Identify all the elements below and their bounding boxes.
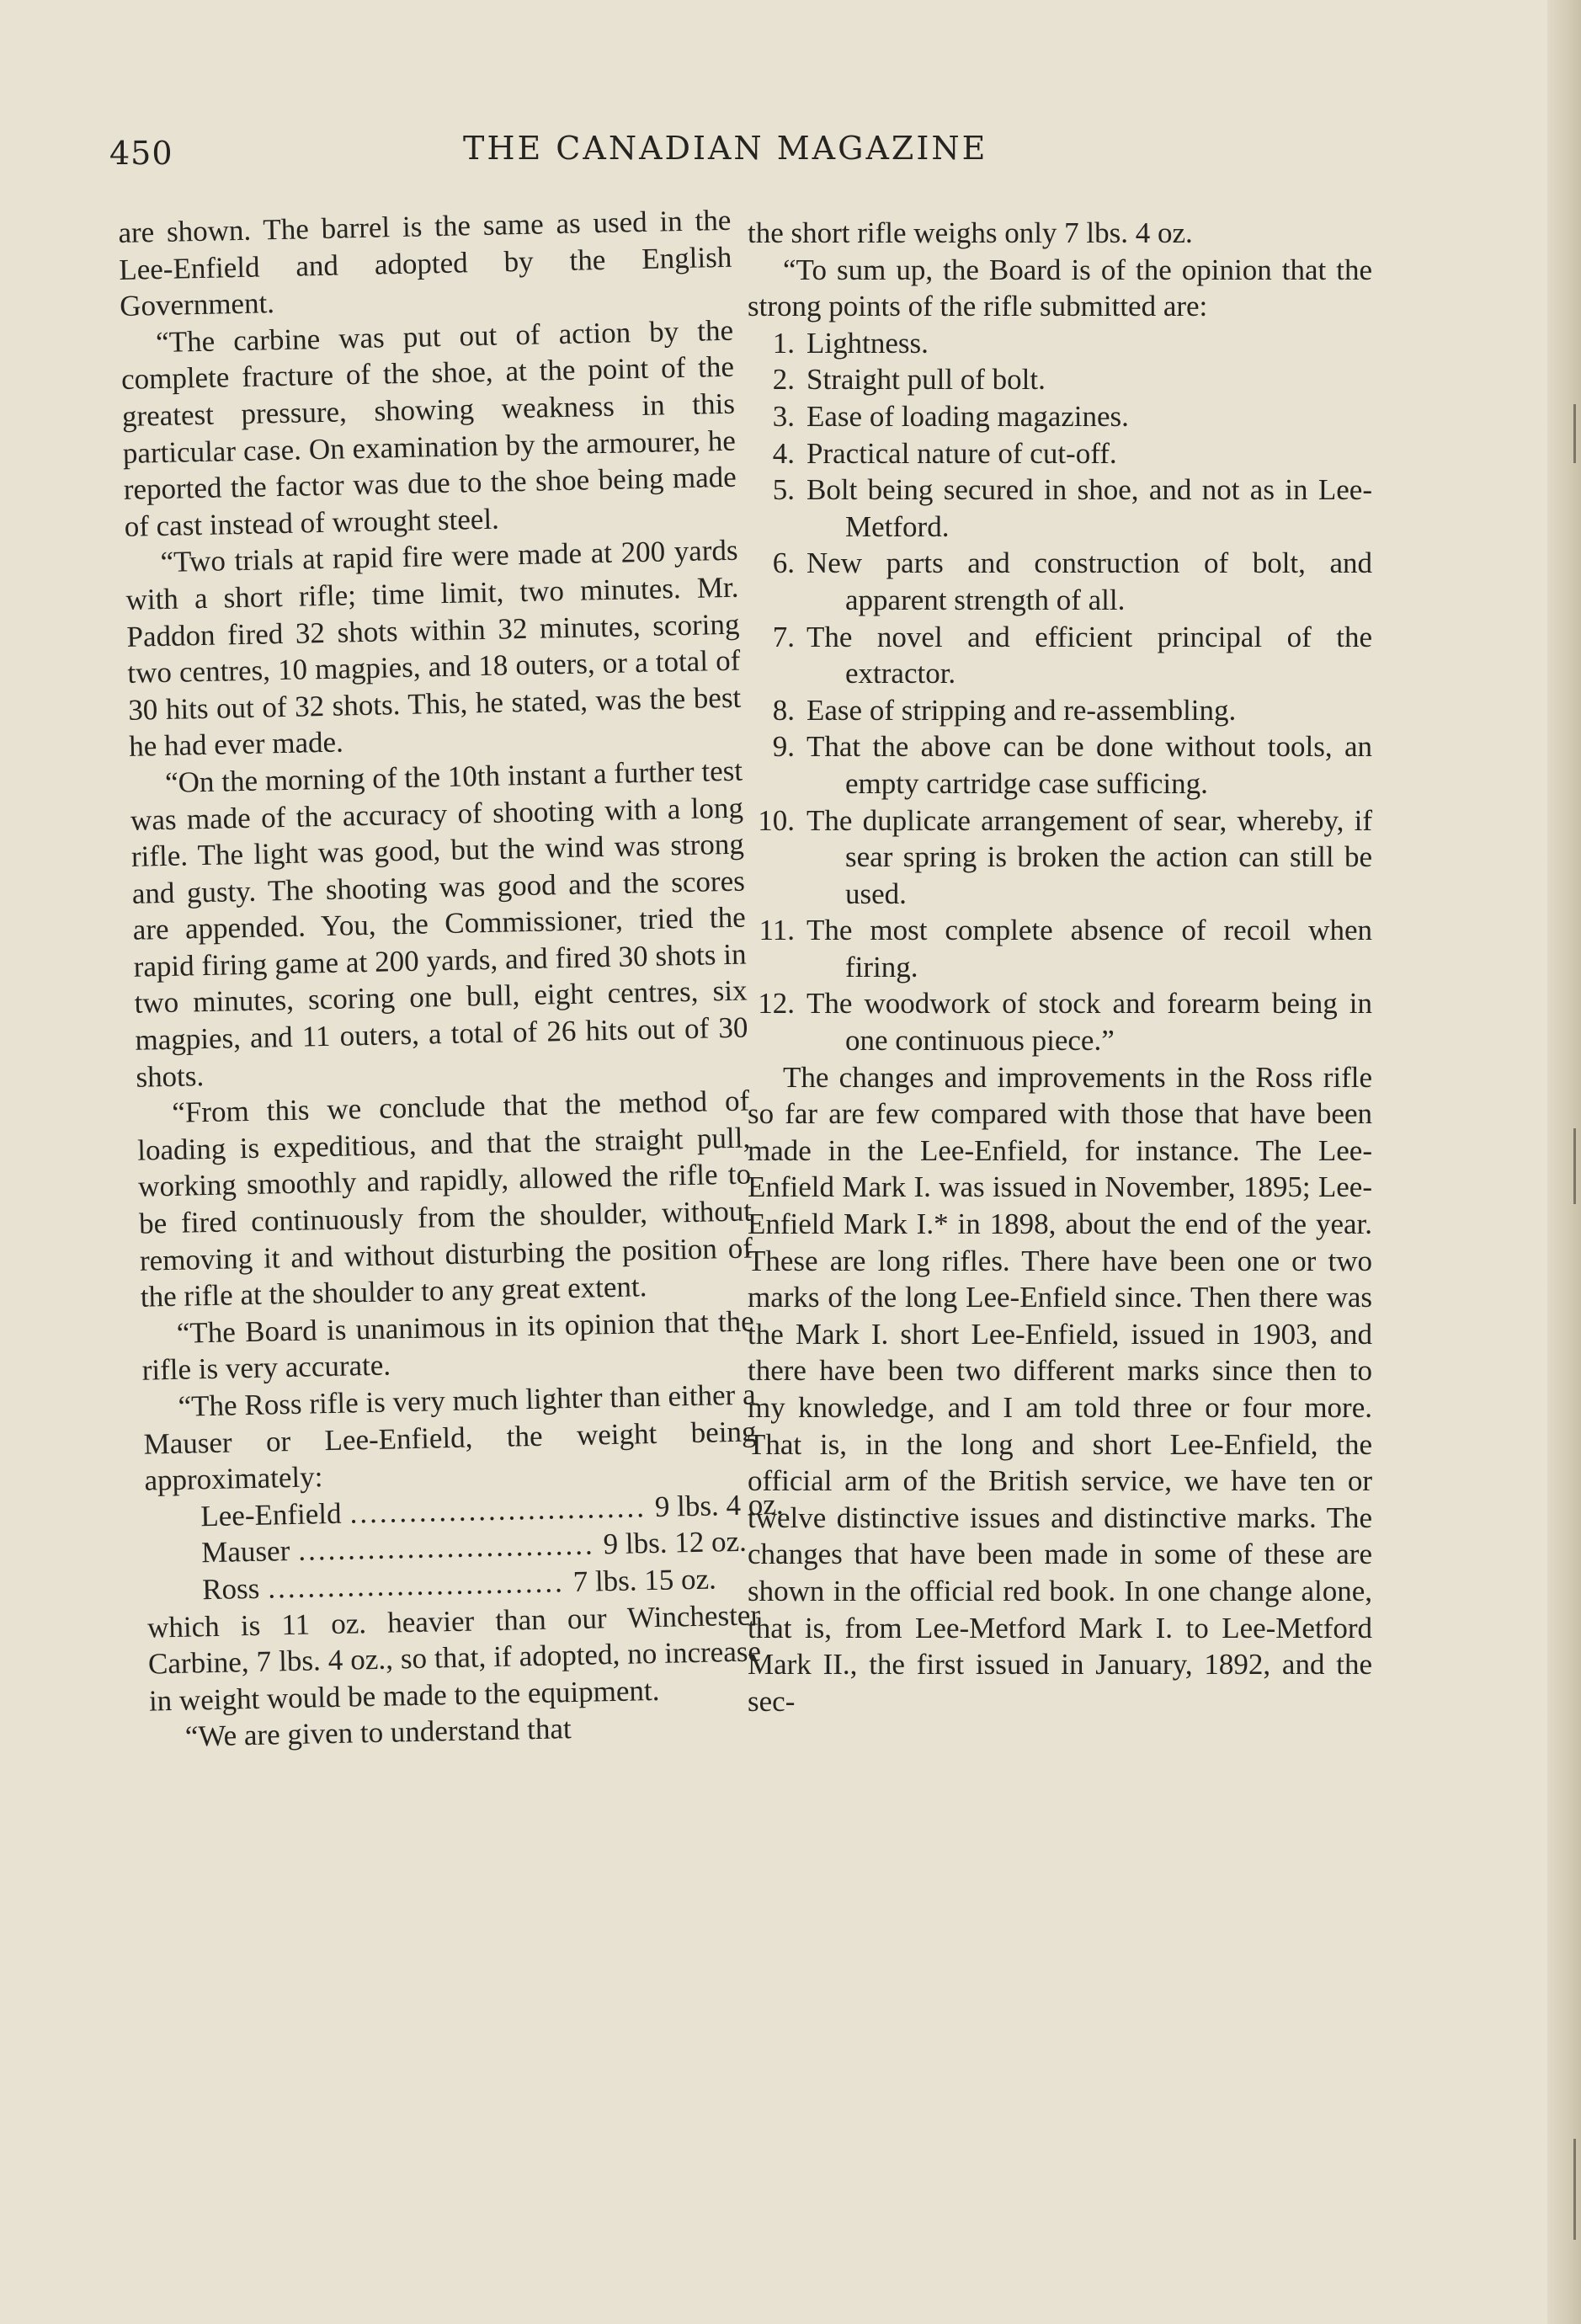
paragraph: “On the morning of the 10th instant a further test was made of the accuracy of shooting with a long rifle. The light was good, but the wind was strong and gusty. The shooting was good and the scores are appended. You, the Commissioner, tried the rapid firing game at 200 yards, and fired 30 shots in two minutes, scoring one bull, eight centres, six magpies, and 11 outers, a total of 26 hits out of 30 shots. xyxy=(130,754,748,1094)
list-item-text: New parts and construction of bolt, and apparent strength of all. xyxy=(806,546,1372,616)
list-item xyxy=(748,545,1372,618)
leader-dots: .............................. xyxy=(267,1565,566,1605)
list-item xyxy=(748,802,1372,913)
list-item-text: Lightness. xyxy=(806,326,929,360)
list-item-number: 9. xyxy=(772,730,795,764)
list-item xyxy=(748,472,1372,545)
list-item-number: 5. xyxy=(772,473,795,507)
edge-mark xyxy=(1573,1128,1576,1204)
list-item-text: The most complete absence of recoil when firing. xyxy=(806,914,1372,983)
list-item-number: 11. xyxy=(759,914,795,947)
paragraph: “The Ross rifle is very much lighter than either a Mauser or Lee-Enfield, the weight being approximately: xyxy=(143,1378,757,1497)
list-item xyxy=(748,692,1372,729)
leader-dots: .............................. xyxy=(349,1490,647,1530)
list-item-text: Ease of stripping and re-assembling. xyxy=(806,693,1237,727)
paragraph: The changes and improvements in the Ross rifle so far are few compared with those that have been made in the Lee-Enfield, for instance. The Lee-Enfield Mark I. was issued in November, 1895; Lee-Enfield Mark I.* in 1898, about the end of the year. These are long rifles. There have been one or two marks of the long Lee-Enfield since. Then there was the Mark I. short Lee-Enfield, issued in 1903, and there have been two different marks since then to my knowledge, and I am told three or four more. That is, in the long and short Lee-Enfield, the official arm of the British service, we have ten or twelve distinctive issues and distinctive marks. The changes that have been made in some of these are shown in the official red book. In one change alone, that is, from Lee-Metford Mark I. to Lee-Metford Mark II., the first issued in January, 1892, and the sec- xyxy=(748,1060,1372,1718)
edge-mark xyxy=(1573,404,1576,463)
paragraph: “Two trials at rapid fire were made at 200 yards with a short rifle; time limit, two minutes. Mr. Paddon fired 32 shots within 32 minutes, scoring two centres, 10 magpies, and 18 outers, or a total of 30 hits out of 32 shots. This, he stated, was the best he had ever made. xyxy=(125,534,742,764)
paragraph: which is 11 oz. heavier than our Winchester Carbine, 7 lbs. 4 oz., so that, if adopted, no increase in weight would be made to the equipment. xyxy=(146,1597,762,1718)
edge-mark xyxy=(1573,2139,1576,2240)
list-item-number: 10. xyxy=(758,803,795,837)
page-header xyxy=(109,130,1381,185)
weight-table xyxy=(200,1487,784,1608)
paragraph: the short rifle weighs only 7 lbs. 4 oz. xyxy=(748,216,1193,249)
list-item xyxy=(748,325,1372,362)
list-item-text: The novel and efficient principal of the extractor. xyxy=(806,620,1372,690)
list-item-text: Ease of loading magazines. xyxy=(806,399,1129,433)
list-item-text: The duplicate arrangement of sear, whereby, if sear spring is broken the action can still be used. xyxy=(806,803,1372,910)
weight-value: 9 lbs. 4 oz. xyxy=(654,1487,784,1523)
list-item-text: Straight pull of bolt. xyxy=(806,363,1046,397)
list-item-number: 1. xyxy=(772,326,795,360)
list-item xyxy=(748,985,1372,1058)
weight-rifle-name: Mauser xyxy=(200,1534,290,1570)
list-item-number: 4. xyxy=(772,436,795,470)
paragraph: are shown. The barrel is the same as used in the Lee-Enfield and adopted by the English Government. xyxy=(118,203,732,323)
list-item-text: Practical nature of cut-off. xyxy=(806,436,1117,470)
list-item xyxy=(748,398,1372,435)
list-item-number: 6. xyxy=(772,546,795,580)
list-item xyxy=(748,435,1372,472)
page-number: 450 xyxy=(109,135,173,172)
strong-points-list xyxy=(748,325,1372,1059)
paragraph: “To sum up, the Board is of the opinion that the strong points of the rifle submitted are: xyxy=(748,253,1372,323)
list-item-number: 2. xyxy=(772,363,795,397)
list-item xyxy=(748,619,1372,692)
weight-rifle-name: Lee-Enfield xyxy=(200,1496,342,1533)
list-item xyxy=(748,361,1372,398)
list-item-text: Bolt being secured in shoe, and not as in Lee-Metford. xyxy=(806,473,1372,543)
list-item-number: 7. xyxy=(772,620,795,653)
page-edge xyxy=(1547,0,1581,2324)
paragraph: “From this we conclude that the method of loading is expeditious, and that the straight pull, working smoothly and rapidly, allowed the rifle to be fired continuously from the shoulder, without removing it and without disturbing the position of the rifle at the shoulder to any great extent. xyxy=(136,1084,753,1314)
list-item-text: That the above can be done without tools, an empty cartridge case sufficing. xyxy=(806,730,1372,800)
list-item-number: 3. xyxy=(772,399,795,433)
left-column xyxy=(118,202,784,1756)
running-title: THE CANADIAN MAGAZINE xyxy=(463,130,988,167)
leader-dots: .............................. xyxy=(297,1527,596,1568)
list-item xyxy=(748,912,1372,985)
list-item-number: 8. xyxy=(772,693,795,727)
weight-value: 7 lbs. 15 oz. xyxy=(572,1562,717,1598)
list-item-text: The woodwork of stock and forearm being in one continuous piece.” xyxy=(806,987,1372,1058)
paragraph: “The Board is unanimous in its opinion that the rifle is very accurate. xyxy=(141,1304,755,1388)
weight-rifle-name: Ross xyxy=(201,1571,260,1607)
weight-value: 9 lbs. 12 oz. xyxy=(603,1525,748,1561)
list-item xyxy=(748,728,1372,802)
list-item-number: 12. xyxy=(758,987,795,1021)
paragraph: “The carbine was put out of action by the complete fracture of the shoe, at the point of the greatest pressure, showing weakness in this particular case. On examination by the armourer, he reported the factor was due to the shoe being made of cast instead of wrought steel. xyxy=(120,313,737,543)
right-column xyxy=(748,215,1372,1719)
paragraph: “We are given to understand that xyxy=(184,1712,572,1754)
